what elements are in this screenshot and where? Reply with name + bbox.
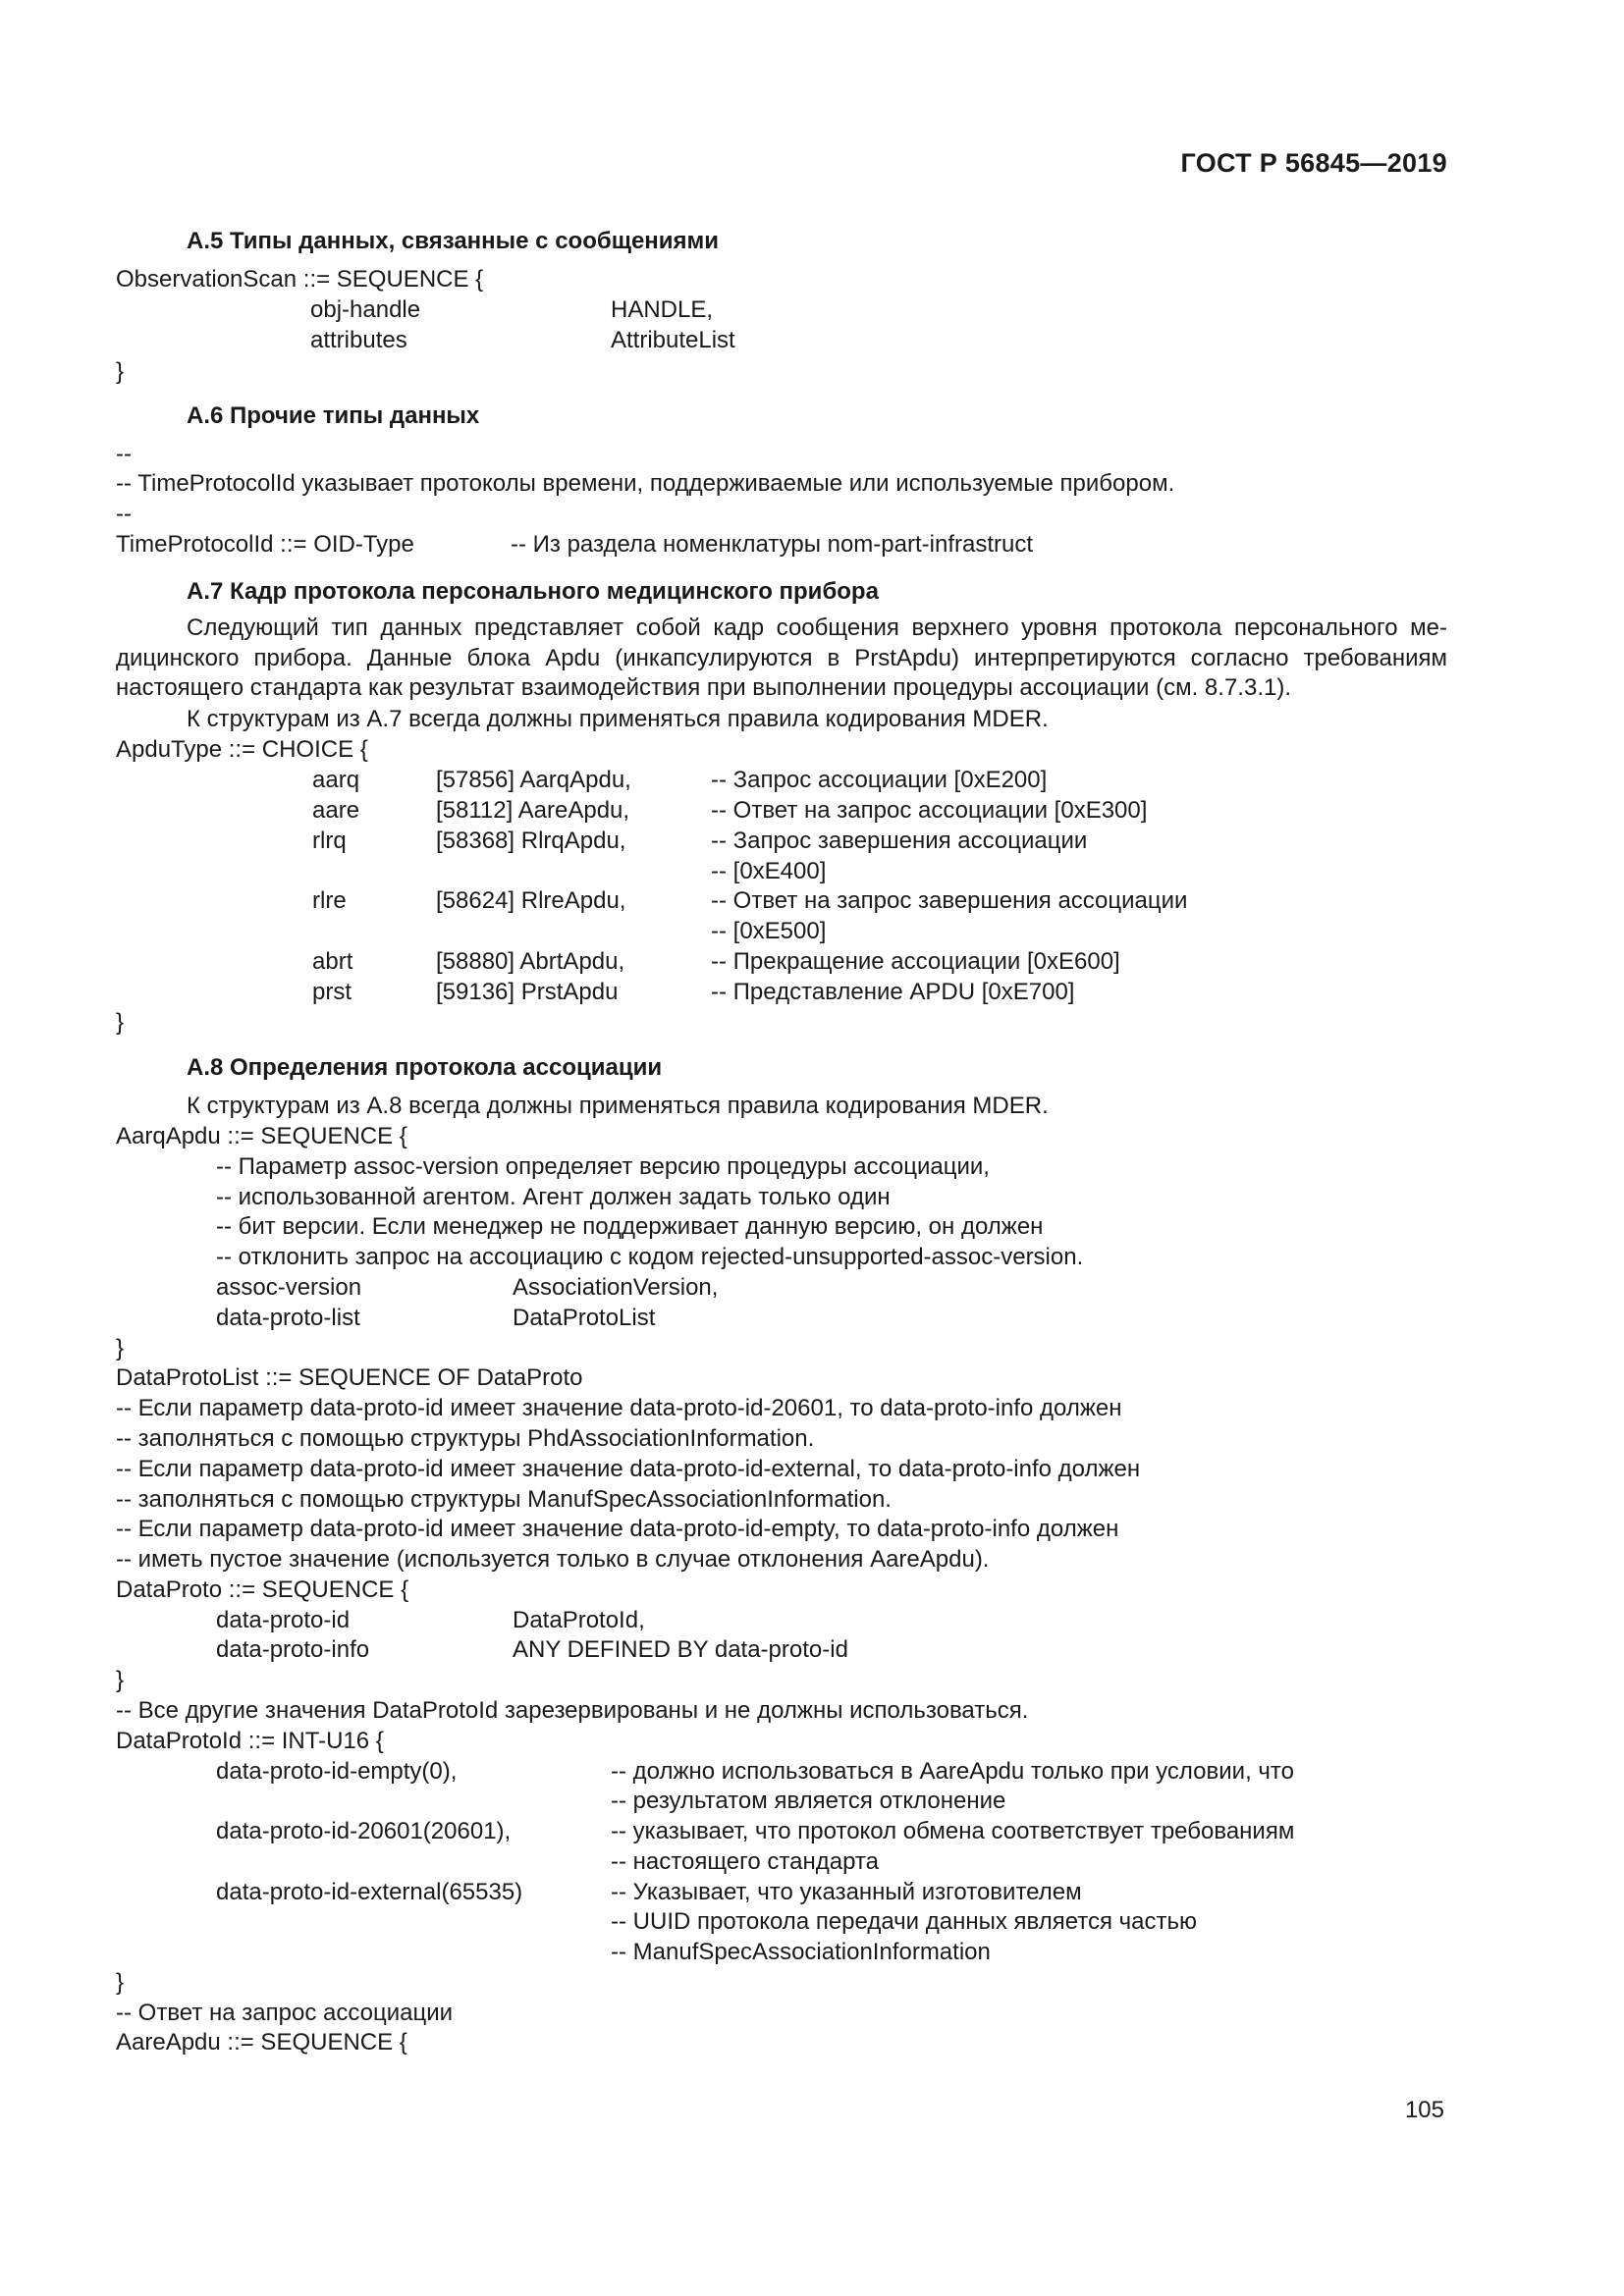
code-field-name: data-proto-info bbox=[216, 1636, 370, 1663]
code-comment: -- должно использоваться в AareApdu только при условии, что bbox=[611, 1758, 1294, 1785]
choice-name: prst bbox=[312, 979, 352, 1005]
apdutype-definition: ApduType ::= CHOICE { bbox=[116, 736, 368, 763]
section-heading-a8: А.8 Определения протокола ассоциации bbox=[187, 1054, 663, 1081]
code-comment: -- Ответ на запрос завершения ассоциации bbox=[711, 887, 1188, 914]
code-field-type: HANDLE, bbox=[611, 296, 714, 323]
code-comment: -- Запрос ассоциации [0xE200] bbox=[711, 767, 1048, 793]
code-comment: -- бит версии. Если менеджер не поддерживает данную версию, он должен bbox=[216, 1213, 1044, 1240]
paragraph-line: дицинского прибора. Данные блока Apdu (инкапсулируются в PrstApdu) интерпретируются согласно требованиям bbox=[116, 644, 1447, 671]
closing-brace: } bbox=[116, 1009, 125, 1036]
code-comment: -- Ответ на запрос ассоциации bbox=[116, 2000, 454, 2026]
code-field-name: obj-handle bbox=[310, 296, 421, 323]
choice-name: rlrq bbox=[312, 828, 347, 854]
paragraph-line: Следующий тип данных представляет собой кадр сообщения верхнего уровня протокола персонального ме- bbox=[187, 614, 1447, 641]
aarqapdu-definition: AarqApdu ::= SEQUENCE { bbox=[116, 1123, 407, 1149]
encoding-rule-text: К структурам из А.8 всегда должны применяться правила кодирования MDER. bbox=[187, 1093, 1049, 1119]
code-field-name: attributes bbox=[310, 327, 407, 353]
code-comment: -- Если параметр data-proto-id имеет значение data-proto-id-external, то data-proto-info должен bbox=[116, 1456, 1141, 1482]
a7-paragraph bbox=[116, 614, 1447, 704]
code-comment: -- TimeProtocolId указывает протоколы времени, поддерживаемые или используемые прибором. bbox=[116, 470, 1175, 497]
code-comment: -- Запрос завершения ассоциации bbox=[711, 828, 1088, 854]
choice-name: abrt bbox=[312, 948, 353, 975]
code-comment: -- ManufSpecAssociationInformation bbox=[611, 1939, 991, 1965]
dataproto-definition: DataProto ::= SEQUENCE { bbox=[116, 1576, 409, 1603]
code-comment: -- Представление APDU [0xE700] bbox=[711, 979, 1075, 1005]
code-comment: -- отклонить запрос на ассоциацию с кодом rejected-unsupported-assoc-version. bbox=[216, 1244, 1084, 1270]
choice-name: rlre bbox=[312, 887, 347, 914]
paragraph-line: настоящего стандарта как результат взаимодействия при выполнении процедуры ассоциации (см. 8.7.3.1). bbox=[116, 674, 1291, 701]
code-comment: -- Параметр assoc-version определяет версию процедуры ассоциации, bbox=[216, 1153, 990, 1180]
code-field-type: AttributeList bbox=[611, 327, 735, 353]
code-comment: -- Указывает, что указанный изготовителем bbox=[611, 1879, 1082, 1905]
closing-brace: } bbox=[116, 1335, 125, 1362]
code-comment: -- заполняться с помощью структуры PhdAssociationInformation. bbox=[116, 1425, 815, 1452]
choice-type: [58368] RlrqApdu, bbox=[436, 828, 626, 854]
code-comment: -- [0xE500] bbox=[711, 918, 827, 944]
choice-type: [57856] AarqApdu, bbox=[436, 767, 631, 793]
section-heading-a6: А.6 Прочие типы данных bbox=[187, 402, 480, 429]
choice-type: [58624] RlreApdu, bbox=[436, 887, 626, 914]
enum-value: data-proto-id-empty(0), bbox=[216, 1758, 458, 1785]
enum-value: data-proto-id-20601(20601), bbox=[216, 1818, 512, 1844]
code-comment: -- Если параметр data-proto-id имеет значение data-proto-id-20601, то data-proto-info должен bbox=[116, 1395, 1122, 1421]
code-field-type: DataProtoId, bbox=[513, 1607, 645, 1633]
code-comment: -- Все другие значения DataProtoId зарезервированы и не должны использоваться. bbox=[116, 1697, 1029, 1724]
aareapdu-definition: AareApdu ::= SEQUENCE { bbox=[116, 2029, 407, 2056]
closing-brace: } bbox=[116, 1969, 125, 1996]
code-comment: -- bbox=[116, 501, 132, 527]
code-comment: -- заполняться с помощью структуры ManufSpecAssociationInformation. bbox=[116, 1486, 892, 1513]
code-comment: -- Из раздела номенклатуры nom-part-infrastruct bbox=[511, 531, 1033, 558]
code-comment: -- Прекращение ассоциации [0xE600] bbox=[711, 948, 1120, 975]
choice-name: aare bbox=[312, 797, 360, 824]
section-heading-a5: А.5 Типы данных, связанные с сообщениями bbox=[187, 228, 720, 254]
code-field-type: ANY DEFINED BY data-proto-id bbox=[513, 1636, 848, 1663]
choice-type: [58112] AareApdu, bbox=[436, 797, 630, 824]
closing-brace: } bbox=[116, 1667, 125, 1693]
code-comment: -- результатом является отклонение bbox=[611, 1788, 1006, 1814]
code-field-type: DataProtoList bbox=[513, 1305, 656, 1331]
code-comment: -- Если параметр data-proto-id имеет значение data-proto-id-empty, то data-proto-info должен bbox=[116, 1516, 1119, 1542]
observationscan-definition: ObservationScan ::= SEQUENCE { bbox=[116, 266, 484, 293]
code-comment: -- bbox=[116, 441, 132, 467]
choice-type: [58880] AbrtApdu, bbox=[436, 948, 625, 975]
choice-type: [59136] PrstApdu bbox=[436, 979, 619, 1005]
code-field-name: data-proto-list bbox=[216, 1305, 360, 1331]
document-header: ГОСТ Р 56845—2019 bbox=[1180, 148, 1447, 178]
code-comment: -- настоящего стандарта bbox=[611, 1848, 879, 1875]
choice-name: aarq bbox=[312, 767, 360, 793]
code-comment: -- иметь пустое значение (используется только в случае отклонения AareApdu). bbox=[116, 1546, 990, 1573]
dataprotolist-definition: DataProtoList ::= SEQUENCE OF DataProto bbox=[116, 1364, 583, 1391]
code-field-name: assoc-version bbox=[216, 1274, 362, 1301]
code-comment: -- UUID протокола передачи данных является частью bbox=[611, 1908, 1197, 1935]
code-field-name: data-proto-id bbox=[216, 1607, 351, 1633]
timeprotocolid-definition: TimeProtocolId ::= OID-Type bbox=[116, 531, 414, 558]
code-comment: -- использованной агентом. Агент должен задать только один bbox=[216, 1184, 891, 1210]
encoding-rule-text: К структурам из А.7 всегда должны применяться правила кодирования MDER. bbox=[187, 706, 1049, 732]
page-number: 105 bbox=[1404, 2097, 1444, 2123]
code-field-type: AssociationVersion, bbox=[513, 1274, 719, 1301]
code-comment: -- [0xE400] bbox=[711, 858, 827, 884]
code-comment: -- указывает, что протокол обмена соответствует требованиям bbox=[611, 1818, 1295, 1844]
section-heading-a7: А.7 Кадр протокола персонального медицинского прибора bbox=[187, 578, 879, 605]
closing-brace: } bbox=[116, 358, 125, 385]
enum-value: data-proto-id-external(65535) bbox=[216, 1879, 523, 1905]
dataprotoid-definition: DataProtoId ::= INT-U16 { bbox=[116, 1728, 384, 1754]
code-comment: -- Ответ на запрос ассоциации [0xE300] bbox=[711, 797, 1148, 824]
